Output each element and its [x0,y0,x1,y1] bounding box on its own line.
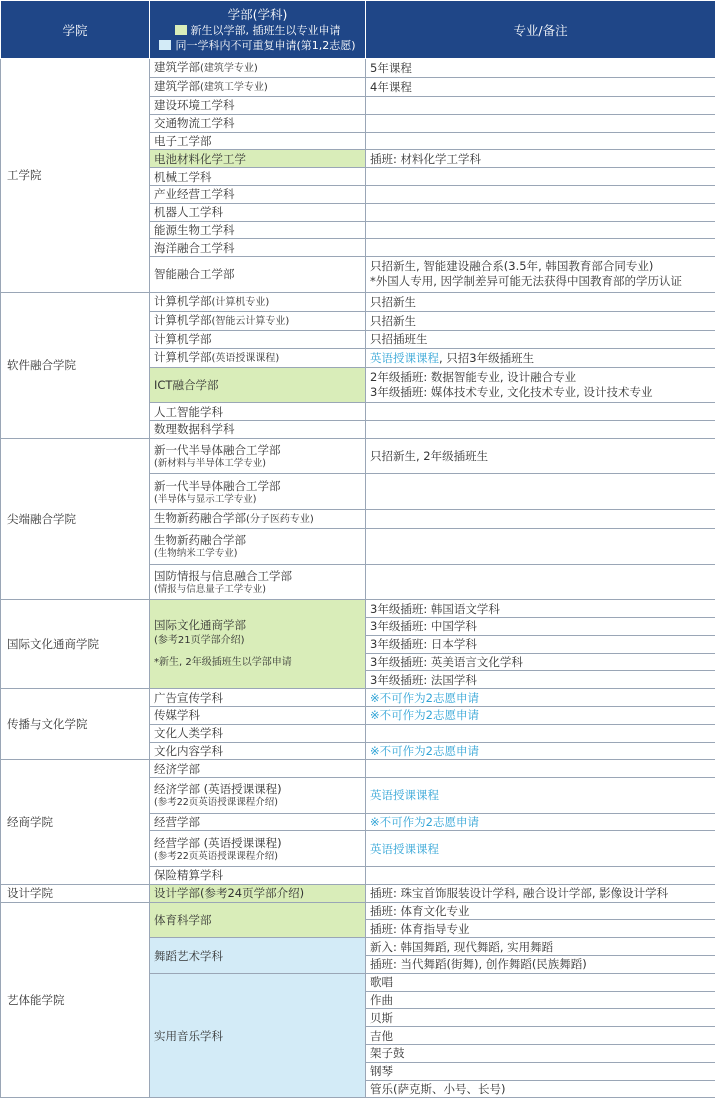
table-row [1,59,715,78]
note-cell: 歌唱 [366,973,715,991]
note-cell: ※不可作为2志愿申请 [366,813,715,831]
dept-cell: 国际文化通商学部 (参考21页学部介绍) *新生, 2年级插班生以学部申请 [150,600,366,689]
header-college: 学院 [1,1,150,59]
note-cell [366,203,715,221]
note-cell [366,132,715,150]
note-cell [366,185,715,203]
dept-cell: 传媒学科 [150,706,366,724]
dept-cell: 国防情报与信息融合工学部 (情报与信息量子工学专业) [150,564,366,600]
note-cell: 管乐(萨克斯、小号、长号) [366,1080,715,1098]
note-cell: 3年级插班: 法国学科 [366,671,715,689]
note-cell [366,239,715,257]
dept-cell: ICT融合学部 [150,367,366,403]
table-header [1,1,715,59]
note-cell: 英语授课课程 [366,778,715,814]
note-cell: 5年课程 [366,59,715,78]
note-cell [366,760,715,778]
dept-cell: 计算机学部 [150,330,366,348]
table-row [1,292,715,311]
blue-swatch-icon [159,40,171,50]
note-cell [366,724,715,742]
note-cell: 插班: 珠宝首饰服装设计学科, 融合设计学部, 影像设计学科 [366,884,715,902]
note-cell: 插班: 体育文化专业 [366,902,715,920]
note-cell [366,403,715,421]
note-cell: 4年课程 [366,78,715,97]
dept-cell: 经济学部 (英语授课课程) (参考22页英语授课课程介绍) [150,778,366,814]
note-cell: 英语授课课程 [366,831,715,867]
dept-cell: 建筑学部(建筑工学专业) [150,78,366,97]
college-engineering: 工学院 [1,59,150,293]
note-cell: 钢琴 [366,1062,715,1080]
dept-cell: 设计学部(参考24页学部介绍) [150,884,366,902]
note-cell: ※不可作为2志愿申请 [366,706,715,724]
college-advanced: 尖端融合学院 [1,438,150,599]
dept-cell: 文化内容学科 [150,742,366,760]
college-intl: 国际文化通商学院 [1,600,150,689]
dept-cell: 智能融合工学部 [150,257,366,293]
note-cell: 新入: 韩国舞蹈, 现代舞蹈, 实用舞蹈 [366,938,715,956]
note-cell [366,114,715,132]
note-cell [366,509,715,528]
legend-green: 新生以学部, 插班生以专业申请 [150,23,365,38]
college-business: 经商学院 [1,760,150,885]
note-cell: 英语授课课程, 只招3年级插班生 [366,348,715,367]
dept-cell: 交通物流工学科 [150,114,366,132]
dept-cell: 建筑学部(建筑学专业) [150,59,366,78]
dept-cell: 海洋融合工学科 [150,239,366,257]
college-media: 传播与文化学院 [1,689,150,760]
dept-cell: 机械工学科 [150,168,366,186]
table-row [1,760,715,778]
note-cell: 只招新生 [366,292,715,311]
note-cell [366,221,715,239]
note-cell [366,420,715,438]
college-software: 软件融合学院 [1,292,150,438]
dept-cell: 电子工学部 [150,132,366,150]
note-cell [366,97,715,115]
header-department-title: 学部(学科) [227,6,288,22]
college-design: 设计学院 [1,884,150,902]
note-cell: 只招插班生 [366,330,715,348]
dept-cell: 新一代半导体融合工学部 (半导体与显示工学专业) [150,474,366,510]
note-cell: 3年级插班: 中国学科 [366,617,715,635]
note-cell: 插班: 当代舞蹈(街舞), 创作舞蹈(民族舞蹈) [366,956,715,974]
dept-cell: 计算机学部(计算机专业) [150,292,366,311]
table-row [1,438,715,474]
dept-cell: 舞蹈艺术学科 [150,938,366,974]
note-cell [366,564,715,600]
dept-cell: 生物新药融合学部(分子医药专业) [150,509,366,528]
table-row [1,884,715,902]
note-cell: 作曲 [366,991,715,1009]
note-cell: 插班: 材料化学工学科 [366,150,715,168]
dept-cell: 计算机学部(英语授课课程) [150,348,366,367]
note-cell: 只招新生, 智能建设融合系(3.5年, 韩国教育部合同专业) *外国人专用, 因学制差异可能无法获得中国教育部的学历认证 [366,257,715,293]
header-notes: 专业/备注 [366,1,715,59]
note-cell: ※不可作为2志愿申请 [366,689,715,707]
dept-cell: 经营学部 (英语授课课程) (参考22页英语授课课程介绍) [150,831,366,867]
table-row [1,600,715,618]
dept-cell: 广告宣传学科 [150,689,366,707]
table-row [1,902,715,920]
dept-cell: 体育科学部 [150,902,366,938]
dept-cell: 数理数据科学科 [150,420,366,438]
dept-cell: 经营学部 [150,813,366,831]
dept-cell: 建设环境工学科 [150,97,366,115]
dept-cell: 电池材料化学工学 [150,150,366,168]
note-cell: 3年级插班: 英美语言文化学科 [366,653,715,671]
dept-cell: 产业经营工学科 [150,185,366,203]
note-cell: 2年级插班: 数据智能专业, 设计融合专业 3年级插班: 媒体技术专业, 文化技术专业, 设计技术专业 [366,367,715,403]
dept-cell: 计算机学部(智能云计算专业) [150,311,366,330]
note-cell: 只招新生 [366,311,715,330]
english-course-link[interactable]: 英语授课课程 [370,350,439,365]
note-cell: 贝斯 [366,1009,715,1027]
note-cell: ※不可作为2志愿申请 [366,742,715,760]
dept-cell: 经济学部 [150,760,366,778]
college-arts: 艺体能学院 [1,902,150,1098]
green-swatch-icon [175,25,187,35]
note-cell [366,528,715,564]
dept-cell: 能源生物工学科 [150,221,366,239]
dept-cell: 保险精算学科 [150,867,366,885]
note-cell [366,867,715,885]
dept-cell: 文化人类学科 [150,724,366,742]
dept-cell: 人工智能学科 [150,403,366,421]
dept-cell: 机器人工学科 [150,203,366,221]
dept-cell: 新一代半导体融合工学部 (新材料与半导体工学专业) [150,438,366,474]
note-cell: 3年级插班: 韩国语文学科 [366,600,715,618]
dept-cell: 实用音乐学科 [150,973,366,1098]
note-cell: 架子鼓 [366,1045,715,1063]
note-cell: 只招新生, 2年级插班生 [366,438,715,474]
table-row [1,689,715,707]
note-cell [366,474,715,510]
dept-cell: 生物新药融合学部 (生物纳米工学专业) [150,528,366,564]
header-department [150,1,366,59]
note-cell: 3年级插班: 日本学科 [366,635,715,653]
note-cell: 吉他 [366,1027,715,1045]
note-cell: 插班: 体育指导专业 [366,920,715,938]
legend-blue: 同一学科内不可重复申请(第1,2志愿) [150,38,365,53]
note-cell [366,168,715,186]
